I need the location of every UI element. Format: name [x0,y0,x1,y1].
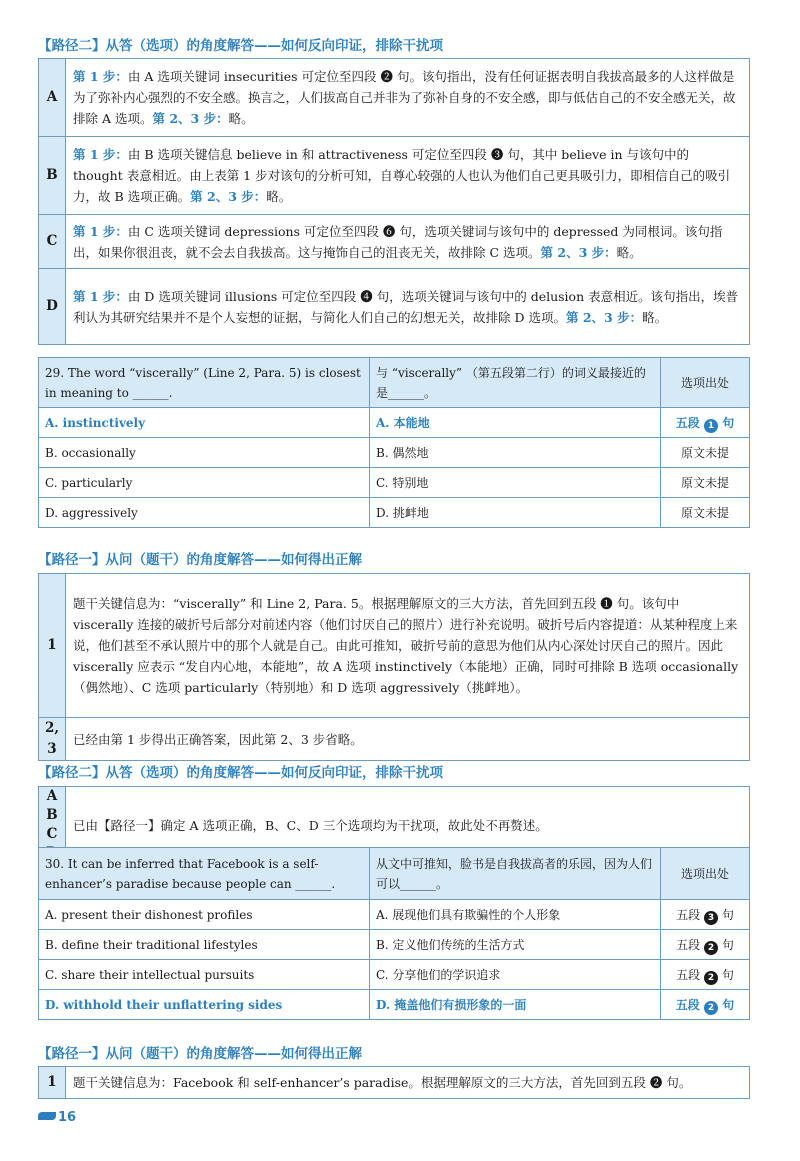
step-text: 已经由第 1 步得出正确答案，因此第 2、3 步省略。 [66,718,750,761]
option-chinese: A. 本能地 [370,408,661,438]
circled-number-icon: 3 [704,911,718,925]
option-source: 五段 3 句 [661,900,750,930]
option-row-d [39,990,750,1020]
option-row-a [39,900,750,930]
option-analysis-text: 第 1 步：由 A 选项关键词 insecurities 可定位至四段 ❷ 句。该句指出，没有任何证据表明自我拔高最多的人这样做是为了弥补内心强烈的不安全感。换言之，人们拔高自己并非为了弥补自身的不安全感，即与低估自己的不安全感无关，故排除 A 选项。第 2、3 步：略。 [66,59,750,137]
option-label: B [39,137,66,215]
option-english: D. aggressively [39,498,370,528]
step-row-1 [39,1067,750,1099]
option-english: B. occasionally [39,438,370,468]
option-english: C. particularly [39,468,370,498]
options-label: A B C [39,787,66,864]
option-analysis-text: 第 1 步：由 C 选项关键词 depressions 可定位至四段 ❻ 句，选项关键词与该句中的 depressed 为同根词。该句指出，如果你很沮丧，就不会去自我拔高。这与掩饰自己的沮丧无关，故排除 C 选项。第 2、3 步：略。 [66,215,750,269]
source-header: 选项出处 [661,358,750,408]
option-source: 五段 1 句 [661,408,750,438]
step-row-1 [39,574,750,718]
option-analysis-text: 第 1 步：由 D 选项关键词 illusions 可定位至四段 ❹ 句，选项关键词与该句中的 delusion 表意相近。该句指出，埃普利认为其研究结果并不是个人妄想的证据，与简化人们自己的幻想无关，故排除 D 选项。第 2、3 步：略。 [66,269,750,345]
option-source: 五段 2 句 [661,930,750,960]
option-analysis-text: 第 1 步：由 B 选项关键信息 believe in 和 attractiveness 可定位至四段 ❸ 句，其中 believe in 与该句中的 thought 表意相近。由上表第 1 步对该句的分析可知，自尊心较强的人也认为他们自己更具吸引力，即相信自己的吸引力，故 B 选项正确。第 2、3 步：略。 [66,137,750,215]
step-row-2-3 [39,718,750,761]
option-label: A [39,59,66,137]
option-row-d [39,498,750,528]
option-analysis-table [38,58,750,345]
question-29-table [38,357,750,528]
question-30-table [38,847,750,1020]
option-row-b [39,137,750,215]
option-chinese: C. 特别地 [370,468,661,498]
option-label: C [39,215,66,269]
option-english: A. present their dishonest profiles [39,900,370,930]
section-heading-path-one: 【路径一】从问（题干）的角度解答——如何得出正解 [38,1046,362,1062]
option-row-d [39,269,750,345]
question-english: 30. It can be inferred that Facebook is a self-enhancer’s paradise because people can ______. [39,848,370,900]
section-heading-path-one: 【路径一】从问（题干）的角度解答——如何得出正解 [38,552,362,568]
question-analysis-table [38,573,750,761]
option-source: 原文未提 [661,468,750,498]
option-row-b [39,930,750,960]
option-label: D [39,269,66,345]
options-text: 已由【路径一】确定 A 选项正确，B、C、D 三个选项均为干扰项，故此处不再赘述。 [66,787,750,864]
option-chinese: D. 挑衅地 [370,498,661,528]
circled-number-icon: 2 [704,971,718,985]
section-heading-path-two: 【路径二】从答（选项）的角度解答——如何反向印证，排除干扰项 [38,38,443,54]
question-30-analysis-table [38,1066,750,1099]
page-marker-icon [38,1112,56,1120]
question-29-header [39,358,750,408]
option-source: 原文未提 [661,438,750,468]
option-row-c [39,960,750,990]
option-english: B. define their traditional lifestyles [39,930,370,960]
option-row-a [39,408,750,438]
option-chinese: A. 展现他们具有欺骗性的个人形象 [370,900,661,930]
option-source: 五段 2 句 [661,960,750,990]
page-number: 16 [38,1110,76,1125]
option-row-a [39,59,750,137]
step-label: 1 [39,1067,66,1099]
option-english: D. withhold their unflattering sides [39,990,370,1020]
option-chinese: B. 偶然地 [370,438,661,468]
step-text: 题干关键信息为：Facebook 和 self-enhancer’s paradise。根据理解原文的三大方法，首先回到五段 ❷ 句。 [66,1067,750,1099]
option-row-c [39,468,750,498]
question-chinese: 与 “viscerally” （第五段第二行）的词义最接近的是______。 [370,358,661,408]
question-chinese: 从文中可推知，脸书是自我拔高者的乐园，因为人们可以______。 [370,848,661,900]
option-row-b [39,438,750,468]
question-30-header [39,848,750,900]
option-chinese: C. 分享他们的学识追求 [370,960,661,990]
source-header: 选项出处 [661,848,750,900]
option-chinese: D. 掩盖他们有损形象的一面 [370,990,661,1020]
step-label: 2, 3 [39,718,66,761]
circled-number-icon: 2 [704,941,718,955]
option-source: 五段 2 句 [661,990,750,1020]
circled-number-icon: 1 [704,419,718,433]
option-row-c [39,215,750,269]
section-heading-path-two: 【路径二】从答（选项）的角度解答——如何反向印证，排除干扰项 [38,765,443,781]
option-chinese: B. 定义他们传统的生活方式 [370,930,661,960]
question-english: 29. The word “viscerally” (Line 2, Para. 5) is closest in meaning to ______. [39,358,370,408]
step-label: 1 [39,574,66,718]
step-text: 题干关键信息为：“viscerally” 和 Line 2, Para. 5。根据理解原文的三大方法，首先回到五段 ❶ 句。该句中 viscerally 连接的破折号后部分对前述内容（他们讨厌自己的照片）进行补充说明。破折号后内容提道：从某种程度上来说，他们甚至不承认照片中的那个人就是自己。由此可推知，破折号前的意思为他们从内心深处讨厌自己的照片。因此 viscerally 应表示 “发自内心地，本能地”，故 A 选项 instinctively（本能地）正确，同时可排除 B 选项 occasionally（偶然地）、C 选项 particularly（特别地）和 D 选项 aggressively（挑衅地）。 [66,574,750,718]
circled-number-icon: 2 [704,1001,718,1015]
option-source: 原文未提 [661,498,750,528]
option-english: C. share their intellectual pursuits [39,960,370,990]
option-english: A. instinctively [39,408,370,438]
